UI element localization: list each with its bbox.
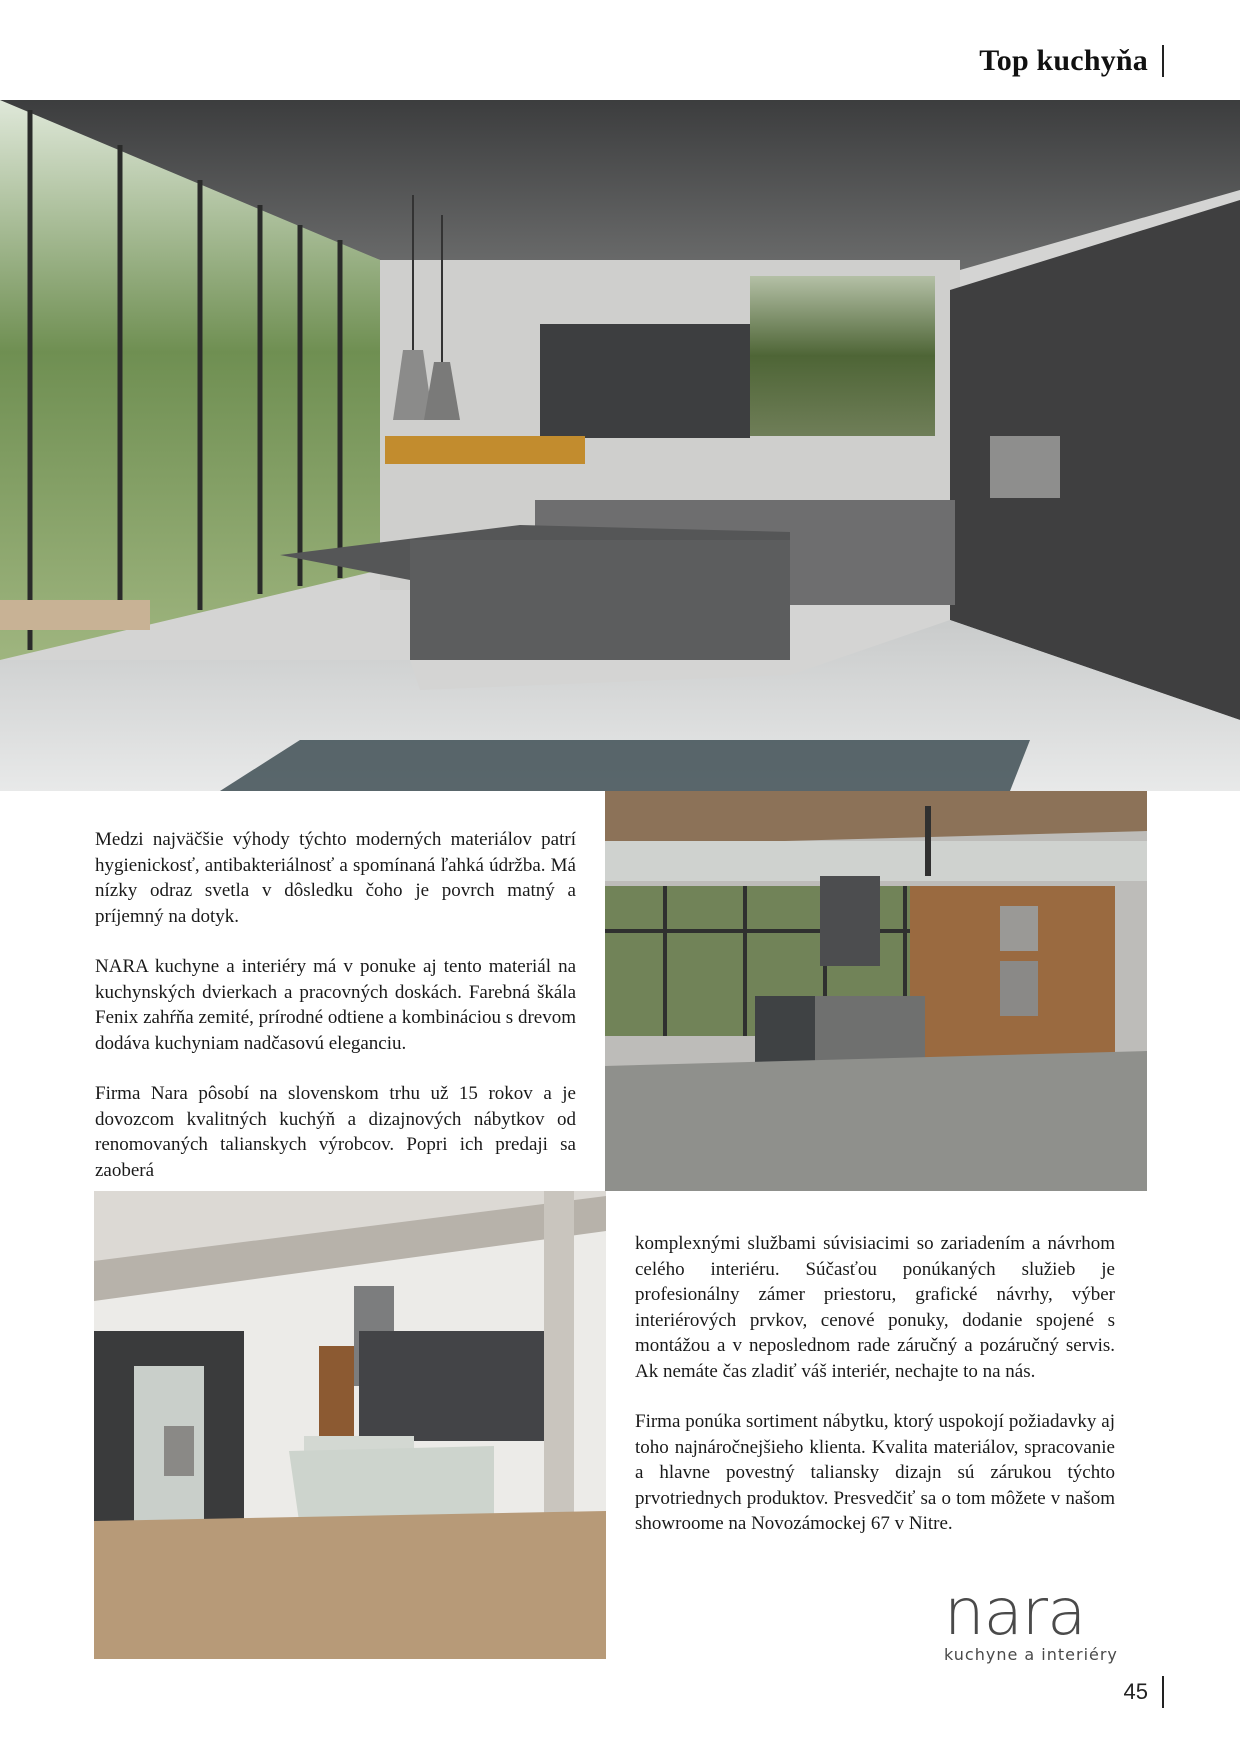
logo-word: nara: [944, 1576, 1086, 1650]
section-title: Top kuchyňa: [979, 44, 1148, 77]
article-paragraph: Firma ponúka sortiment nábytku, ktorý uspokojí požiadavky aj toho najnáročnejšieho klienta. Kvalita materiálov, spracovanie a hlavne povestný taliansky dizajn sú zárukou týchto prvotriednych produktov. Presvedčiť sa o tom môžete v našom showroome na Novozámockej 67 v Nitre.: [635, 1411, 1115, 1534]
article-paragraph: komplexnými službami súvisiacimi so zariadením a návrhom celého interiéru. Súčasťou ponúkaných služieb je profesionálny zámer priestoru, grafické návrhy, výber interiérových prvkov, cenové ponuky, dodanie spojené s montážou a v neposlednom rade záručný a pozáručný servis. Ak nemáte čas zladiť váš interiér, nechajte to na nás.: [635, 1233, 1115, 1382]
nara-logo: [944, 1576, 1144, 1671]
page-number: 45: [1123, 1679, 1148, 1704]
footer-divider: [1162, 1676, 1164, 1708]
article-paragraph: Firma Nara pôsobí na slovenskom trhu už 15 rokov a je dovozcom kvalitných kuchýň a dizajnových nábytkov od renomovaných talianskych výrobcov. Popri ich predaji sa zaoberá: [95, 1083, 576, 1181]
article-column-left: [95, 827, 576, 1208]
article-paragraph: NARA kuchyne a interiéry má v ponuke aj tento materiál na kuchynských dvierkach a pracovných doskách. Farebná škála Fenix zahŕňa zemité, prírodné odtiene a kombináciou s drevom dodáva kuchyniam nadčasovú eleganciu.: [95, 956, 576, 1054]
header-divider: [1162, 45, 1164, 77]
wood-kitchen-photo: [605, 791, 1147, 1191]
loft-kitchen-photo: [94, 1191, 606, 1659]
article-paragraph: Medzi najväčšie výhody týchto moderných materiálov patrí hygienickosť, antibakteriálnosť a spomínaná ľahká údržba. Má nízky odraz svetla v dôsledku čoho je povrch matný a príjemný na dotyk.: [95, 829, 576, 927]
page-footer: [1124, 1676, 1164, 1708]
main-kitchen-photo: [0, 100, 1240, 791]
article-column-right: [635, 1231, 1115, 1562]
page-header: [979, 44, 1164, 78]
logo-tagline: kuchyne a interiéry: [944, 1645, 1118, 1664]
